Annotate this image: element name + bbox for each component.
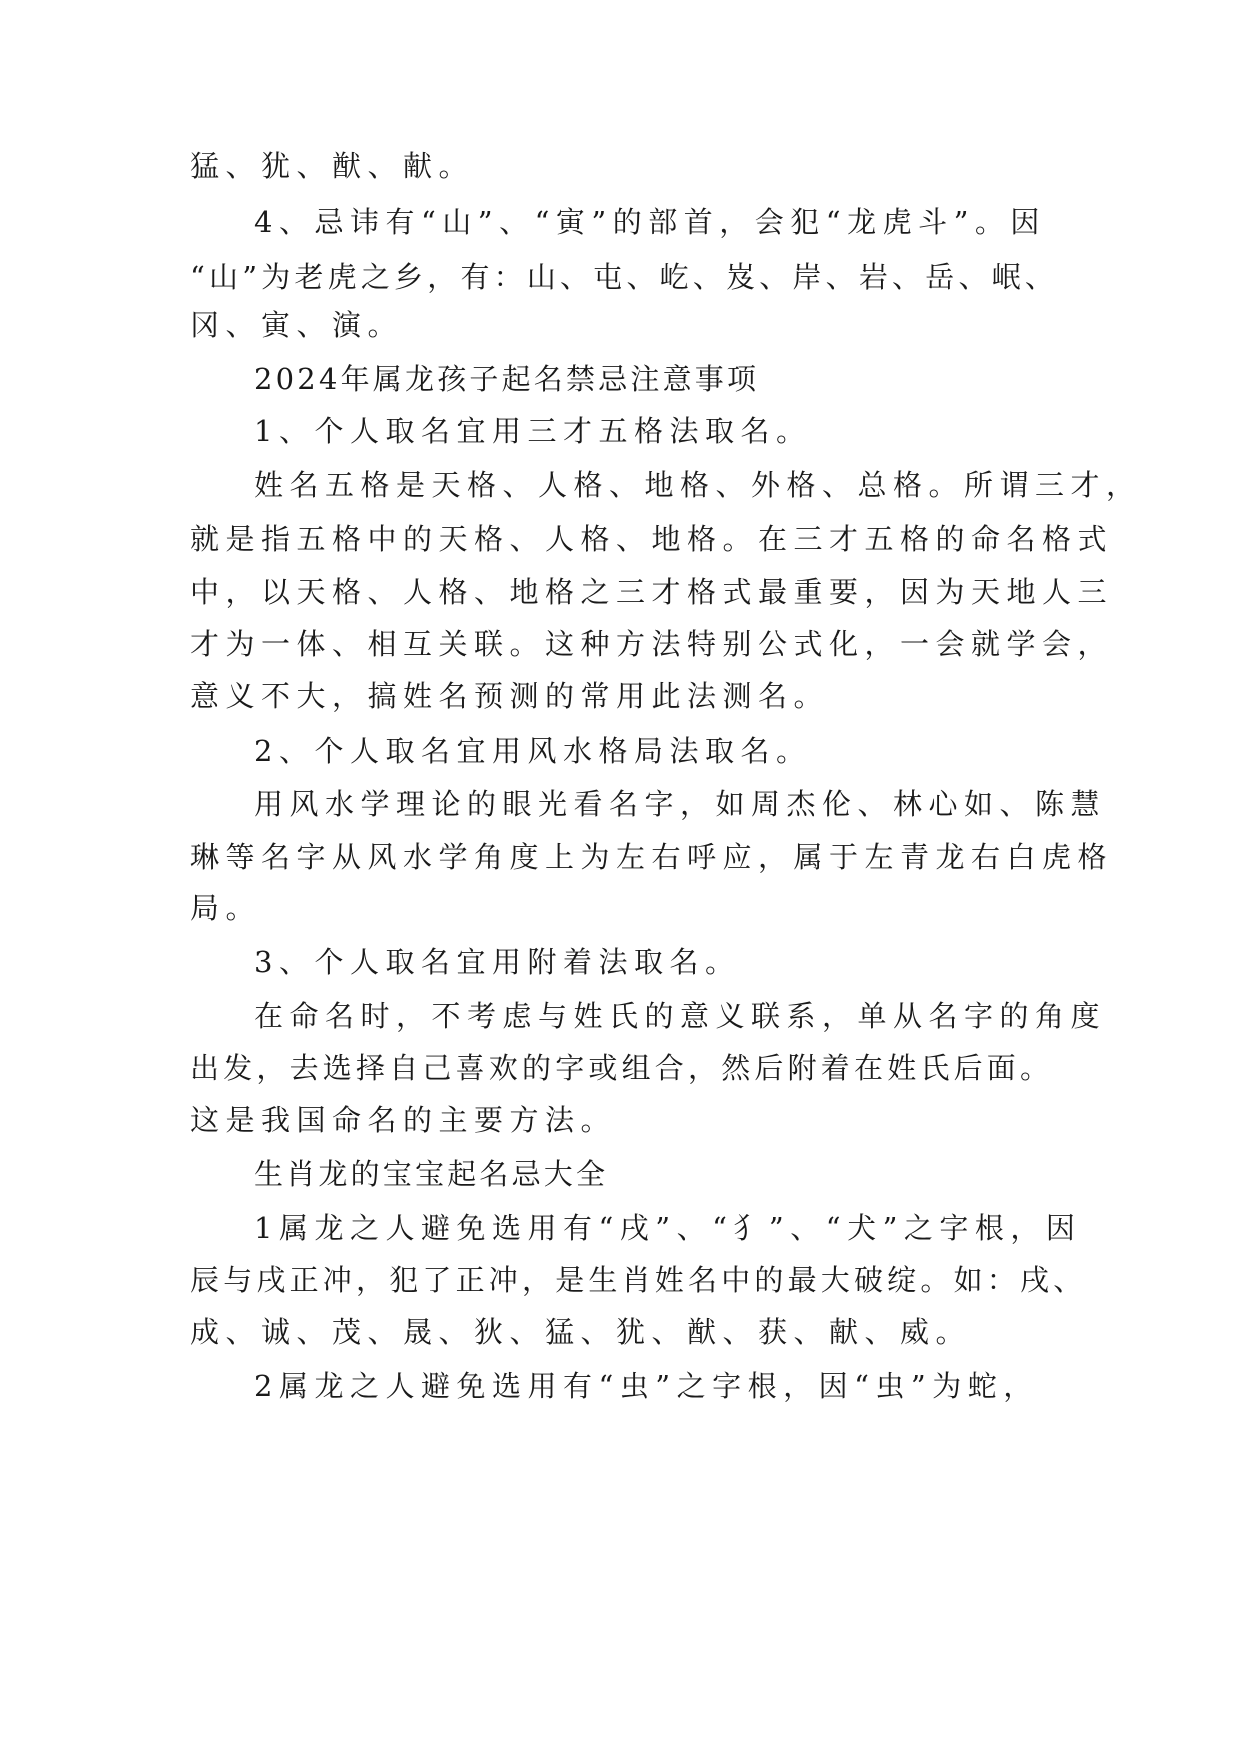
text-line: 中，以天格、人格、地格之三才格式最重要，因为天地人三: [190, 575, 1114, 609]
text-line: 4、忌讳有“山”、“寅”的部首，会犯“龙虎斗”。因: [254, 205, 1046, 239]
text-line: 1属龙之人避免选用有“戌”、“犭”、“犬”之字根，因: [254, 1211, 1082, 1245]
text-line: 2属龙之人避免选用有“虫”之字根，因“虫”为蛇，: [254, 1369, 1039, 1403]
section-heading: 2024年属龙孩子起名禁忌注意事项: [254, 362, 760, 396]
text-line: 3、个人取名宜用附着法取名。: [254, 945, 741, 979]
text-line: 就是指五格中的天格、人格、地格。在三才五格的命名格式: [190, 522, 1114, 556]
text-line: 1、个人取名宜用三才五格法取名。: [254, 414, 812, 448]
text-line: 辰与戌正冲，犯了正冲，是生肖姓名中的最大破绽。如：戌、: [190, 1263, 1087, 1297]
text-line: 琳等名字从风水学角度上为左右呼应，属于左青龙右白虎格: [190, 840, 1114, 874]
text-line: 猛、犹、猷、献。: [190, 149, 475, 183]
text-line: 才为一体、相互关联。这种方法特别公式化，一会就学会，: [190, 627, 1114, 661]
text-line: “山”为老虎之乡，有：山、屯、屹、岌、岸、岩、岳、岷、: [190, 260, 1059, 294]
text-line: 这是我国命名的主要方法。: [190, 1103, 617, 1137]
text-line: 意义不大，搞姓名预测的常用此法测名。: [190, 679, 830, 713]
text-line: 成、诚、茂、晟、狄、猛、犹、猷、获、献、威。: [190, 1315, 972, 1349]
text-line: 冈、寅、演。: [190, 308, 404, 342]
text-line: 局。: [190, 891, 262, 925]
section-heading: 生肖龙的宝宝起名忌大全: [254, 1157, 609, 1191]
text-line: 出发，去选择自己喜欢的字或组合，然后附着在姓氏后面。: [190, 1051, 1054, 1085]
text-line: 在命名时，不考虑与姓氏的意义联系，单从名字的角度: [254, 999, 1107, 1033]
text-line: 2、个人取名宜用风水格局法取名。: [254, 734, 812, 768]
text-line: 姓名五格是天格、人格、地格、外格、总格。所谓三才，: [254, 468, 1142, 502]
text-line: 用风水学理论的眼光看名字，如周杰伦、林心如、陈慧: [254, 787, 1107, 821]
